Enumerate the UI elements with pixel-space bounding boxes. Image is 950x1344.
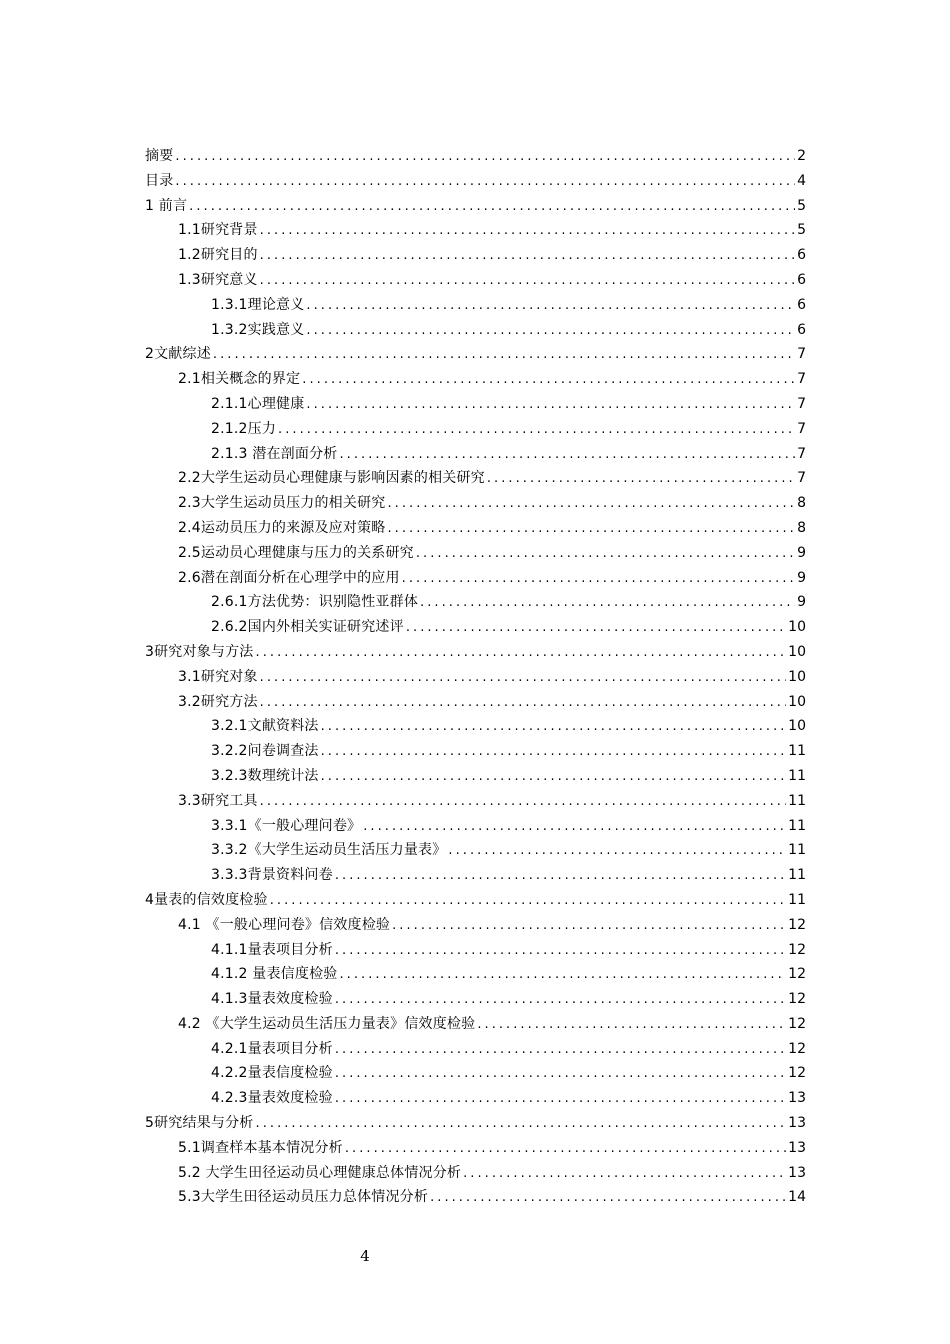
toc-entry[interactable] <box>145 318 806 343</box>
table-of-contents <box>145 144 806 1210</box>
toc-entry-page: 12 <box>788 916 806 933</box>
toc-entry[interactable] <box>145 342 806 367</box>
toc-entry-title: 2.4运动员压力的来源及应对策略 <box>178 519 386 536</box>
toc-dot-leader <box>339 963 786 988</box>
toc-dot-leader <box>430 1186 786 1211</box>
toc-entry-page: 6 <box>797 247 806 264</box>
toc-entry[interactable] <box>145 1136 806 1161</box>
toc-entry[interactable] <box>145 1012 806 1037</box>
toc-entry-title: 2文献综述 <box>145 346 211 363</box>
toc-entry-title: 2.6.1方法优势：识别隐性亚群体 <box>211 594 419 611</box>
toc-entry[interactable] <box>145 466 806 491</box>
toc-entry-page: 8 <box>797 519 806 536</box>
toc-entry-page: 14 <box>788 1189 806 1206</box>
toc-entry-title: 2.5运动员心理健康与压力的关系研究 <box>178 544 414 561</box>
toc-entry-title: 2.1.3 潜在剖面分析 <box>211 445 338 462</box>
toc-entry-page: 5 <box>797 222 806 239</box>
toc-dot-leader <box>392 914 786 939</box>
toc-entry[interactable] <box>145 243 806 268</box>
toc-entry-title: 2.2大学生运动员心理健康与影响因素的相关研究 <box>178 470 485 487</box>
toc-entry[interactable] <box>145 392 806 417</box>
toc-entry[interactable] <box>145 144 806 169</box>
toc-dot-leader <box>448 839 786 864</box>
toc-entry[interactable] <box>145 814 806 839</box>
toc-entry-page: 12 <box>788 1065 806 1082</box>
toc-dot-leader <box>278 418 795 443</box>
toc-dot-leader <box>306 294 795 319</box>
toc-dot-leader <box>260 790 787 815</box>
toc-dot-leader <box>345 1137 786 1162</box>
page-number: 4 <box>360 1247 370 1265</box>
toc-entry-page: 11 <box>788 743 806 760</box>
toc-dot-leader <box>387 517 795 542</box>
toc-entry-page: 13 <box>788 1115 806 1132</box>
toc-entry-page: 7 <box>797 395 806 412</box>
toc-dot-leader <box>260 244 795 269</box>
toc-entry-title: 1.3.2实践意义 <box>211 321 305 338</box>
toc-entry-page: 9 <box>797 569 806 586</box>
toc-entry[interactable] <box>145 541 806 566</box>
toc-entry-title: 4.2.3量表效度检验 <box>211 1090 333 1107</box>
toc-dot-leader <box>321 715 787 740</box>
toc-entry-title: 4.1.1量表项目分析 <box>211 941 333 958</box>
toc-dot-leader <box>363 815 786 840</box>
toc-entry-page: 7 <box>797 445 806 462</box>
toc-entry-title: 5.3大学生田径运动员压力总体情况分析 <box>178 1189 429 1206</box>
toc-entry[interactable] <box>145 442 806 467</box>
toc-entry-title: 3.1研究对象 <box>178 668 258 685</box>
toc-dot-leader <box>335 939 786 964</box>
toc-entry-page: 11 <box>788 817 806 834</box>
toc-entry[interactable] <box>145 218 806 243</box>
toc-entry-title: 1.3.1理论意义 <box>211 296 305 313</box>
toc-entry[interactable] <box>145 566 806 591</box>
toc-entry-title: 4.1.2 量表信度检验 <box>211 966 338 983</box>
toc-dot-leader <box>260 269 795 294</box>
toc-entry-page: 4 <box>797 172 806 189</box>
toc-entry[interactable] <box>145 491 806 516</box>
toc-entry-page: 7 <box>797 346 806 363</box>
toc-entry-title: 1.1研究背景 <box>178 222 258 239</box>
toc-entry[interactable] <box>145 690 806 715</box>
toc-entry-page: 6 <box>797 296 806 313</box>
toc-entry-title: 3.3研究工具 <box>178 792 258 809</box>
toc-entry-title: 5.2 大学生田径运动员心理健康总体情况分析 <box>178 1164 462 1181</box>
toc-entry-page: 9 <box>797 594 806 611</box>
toc-dot-leader <box>260 691 787 716</box>
toc-entry[interactable] <box>145 1086 806 1111</box>
toc-entry[interactable] <box>145 1111 806 1136</box>
toc-entry[interactable] <box>145 665 806 690</box>
toc-entry-title: 1 前言 <box>145 197 188 214</box>
toc-entry-title: 4.2 《大学生运动员生活压力量表》信效度检验 <box>178 1015 476 1032</box>
toc-entry[interactable] <box>145 962 806 987</box>
toc-entry-page: 9 <box>797 544 806 561</box>
toc-entry-page: 7 <box>797 420 806 437</box>
toc-entry[interactable] <box>145 293 806 318</box>
toc-entry[interactable] <box>145 863 806 888</box>
toc-dot-leader <box>260 219 795 244</box>
toc-entry-page: 11 <box>788 891 806 908</box>
toc-entry-title: 目录 <box>145 172 174 189</box>
toc-entry-title: 3研究对象与方法 <box>145 643 254 660</box>
toc-entry[interactable] <box>145 516 806 541</box>
toc-entry-title: 2.6.2国内外相关实证研究述评 <box>211 619 404 636</box>
toc-dot-leader <box>256 1112 787 1137</box>
toc-dot-leader <box>335 1087 786 1112</box>
toc-entry-page: 12 <box>788 941 806 958</box>
toc-entry-page: 12 <box>788 1040 806 1057</box>
toc-entry-title: 1.2研究目的 <box>178 247 258 264</box>
toc-entry-title: 2.3大学生运动员压力的相关研究 <box>178 495 386 512</box>
toc-dot-leader <box>416 542 795 567</box>
toc-entry[interactable] <box>145 367 806 392</box>
toc-entry-title: 4.2.2量表信度检验 <box>211 1065 333 1082</box>
toc-entry-title: 4.1 《一般心理问卷》信效度检验 <box>178 916 391 933</box>
toc-entry-page: 11 <box>788 767 806 784</box>
toc-entry[interactable] <box>145 789 806 814</box>
toc-entry-title: 2.1.1心理健康 <box>211 395 305 412</box>
toc-dot-leader <box>256 641 787 666</box>
toc-dot-leader <box>213 343 795 368</box>
toc-entry-page: 11 <box>788 792 806 809</box>
toc-entry-title: 摘要 <box>145 148 174 164</box>
toc-entry[interactable] <box>145 1161 806 1186</box>
toc-entry-title: 3.2.2问卷调查法 <box>211 743 319 760</box>
toc-entry-page: 13 <box>788 1164 806 1181</box>
toc-entry-title: 3.3.1《一般心理问卷》 <box>211 817 362 834</box>
toc-entry-page: 7 <box>797 371 806 388</box>
toc-entry-page: 6 <box>797 321 806 338</box>
toc-entry-title: 3.2.1文献资料法 <box>211 718 319 735</box>
toc-dot-leader <box>321 740 787 765</box>
toc-dot-leader <box>406 616 786 641</box>
toc-entry-page: 11 <box>788 842 806 859</box>
toc-entry-page: 11 <box>788 867 806 884</box>
toc-dot-leader <box>306 319 795 344</box>
toc-entry-page: 13 <box>788 1139 806 1156</box>
toc-dot-leader <box>306 393 795 418</box>
toc-dot-leader <box>463 1162 786 1187</box>
toc-entry[interactable] <box>145 417 806 442</box>
toc-entry-page: 10 <box>788 668 806 685</box>
toc-entry-title: 3.2研究方法 <box>178 693 258 710</box>
toc-entry-page: 13 <box>788 1090 806 1107</box>
toc-dot-leader <box>402 567 795 592</box>
toc-entry[interactable] <box>145 764 806 789</box>
toc-entry[interactable] <box>145 714 806 739</box>
toc-entry[interactable] <box>145 590 806 615</box>
toc-dot-leader <box>175 145 795 170</box>
toc-entry[interactable] <box>145 888 806 913</box>
toc-entry-title: 5.1调查样本基本情况分析 <box>178 1139 343 1156</box>
toc-entry-page: 12 <box>788 966 806 983</box>
toc-entry-page: 12 <box>788 1015 806 1032</box>
toc-entry[interactable] <box>145 640 806 665</box>
toc-entry-title: 4.1.3量表效度检验 <box>211 991 333 1008</box>
toc-entry[interactable] <box>145 987 806 1012</box>
toc-entry-title: 2.1相关概念的界定 <box>178 371 301 388</box>
toc-entry[interactable] <box>145 194 806 219</box>
toc-dot-leader <box>420 591 795 616</box>
toc-dot-leader <box>189 195 795 220</box>
toc-entry[interactable] <box>145 913 806 938</box>
toc-entry-page: 5 <box>797 197 806 214</box>
toc-dot-leader <box>175 170 795 195</box>
toc-dot-leader <box>270 889 786 914</box>
toc-entry-title: 1.3研究意义 <box>178 271 258 288</box>
toc-entry[interactable] <box>145 169 806 194</box>
toc-dot-leader <box>335 988 786 1013</box>
toc-entry[interactable] <box>145 1185 806 1210</box>
toc-dot-leader <box>302 368 795 393</box>
toc-entry-title: 3.2.3数理统计法 <box>211 767 319 784</box>
toc-dot-leader <box>260 666 787 691</box>
toc-entry-page: 10 <box>788 643 806 660</box>
toc-entry-page: 7 <box>797 470 806 487</box>
toc-entry-title: 2.1.2压力 <box>211 420 277 437</box>
toc-entry[interactable] <box>145 615 806 640</box>
toc-entry[interactable] <box>145 1061 806 1086</box>
toc-entry-page: 6 <box>797 271 806 288</box>
toc-entry-page: 12 <box>788 991 806 1008</box>
toc-entry-title: 5研究结果与分析 <box>145 1115 254 1132</box>
toc-dot-leader <box>487 467 795 492</box>
toc-entry-title: 2.6潜在剖面分析在心理学中的应用 <box>178 569 400 586</box>
toc-entry-title: 3.3.3背景资料问卷 <box>211 867 333 884</box>
toc-entry[interactable] <box>145 739 806 764</box>
toc-entry-page: 10 <box>788 718 806 735</box>
toc-entry[interactable] <box>145 838 806 863</box>
toc-entry[interactable] <box>145 1037 806 1062</box>
toc-entry-title: 4.2.1量表项目分析 <box>211 1040 333 1057</box>
toc-entry-title: 4量表的信效度检验 <box>145 891 268 908</box>
toc-dot-leader <box>335 1038 786 1063</box>
toc-dot-leader <box>335 1062 786 1087</box>
toc-entry-page: 10 <box>788 619 806 636</box>
toc-dot-leader <box>321 765 787 790</box>
toc-entry[interactable] <box>145 938 806 963</box>
toc-entry[interactable] <box>145 268 806 293</box>
toc-dot-leader <box>339 443 795 468</box>
toc-entry-page: 8 <box>797 495 806 512</box>
toc-entry-page: 2 <box>797 148 806 164</box>
toc-dot-leader <box>335 864 786 889</box>
toc-dot-leader <box>387 492 795 517</box>
toc-entry-title: 3.3.2《大学生运动员生活压力量表》 <box>211 842 447 859</box>
toc-entry-page: 10 <box>788 693 806 710</box>
toc-dot-leader <box>477 1013 786 1038</box>
